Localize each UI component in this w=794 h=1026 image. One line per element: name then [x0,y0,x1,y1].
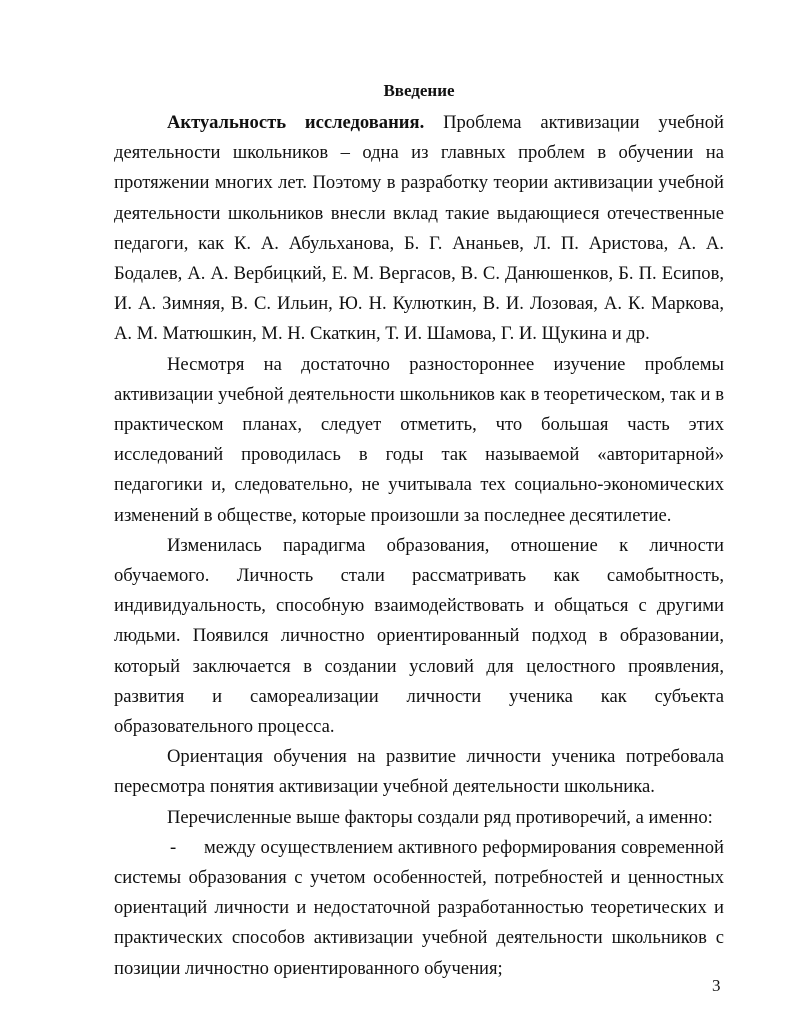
list-item-text: между осуществлением активного реформирования современной системы образования с учетом особенностей, потребностей и ценностных ориентаций личности и недостаточной разработанностью теоретических и практических способов активизации учебной деятельности школьников с позиции личностно ориентированного обучения; [114,836,724,979]
intro-lead: Актуальность исследования. [167,112,425,133]
paragraph-1: Несмотря на достаточно разностороннее изучение проблемы активизации учебной деятельности школьников как в теоретическом, так и в практическом планах, следует отметить, что большая часть этих исследований проводилась в годы так называемой «авторитарной» педагогики и, следовательно, не учитывала тех социально-экономических изменений в обществе, которые произошли за последнее десятилетие. [114,353,724,526]
list-marker: - [170,836,177,858]
paragraph-3: Ориентация обучения на развитие личности ученика потребовала пересмотра понятия активизации учебной деятельности школьника. [114,746,724,798]
intro-text: Проблема активизации учебной деятельности школьников – одна из главных проблем в обучении на протяжении многих лет. Поэтому в разработку теории активизации учебной деятельности школьников внесли вклад такие выдающиеся отечественные педагоги, как К. А. Абульханова, Б. Г. Ананьев, Л. П. Аристова, А. А. Бодалев, А. А. Вербицкий, Е. М. Вергасов, В. С. Данюшенков, Б. П. Есипов, И. А. Зимняя, В. С. Ильин, Ю. Н. Кулюткин, В. И. Лозовая, А. К. Маркова, А. М. Матюшкин, М. Н. Скаткин, Т. И. Шамова, Г. И. Щукина и др. [114,112,724,345]
section-title: Введение [383,81,455,100]
intro-paragraph [114,108,724,350]
page-number: 3 [712,976,721,995]
list-item [114,833,724,984]
document-page [114,78,724,984]
paragraph-4: Перечисленные выше факторы создали ряд противоречий, а именно: [167,806,713,828]
paragraph-2: Изменилась парадигма образования, отношение к личности обучаемого. Личность стали рассматривать как самобытность, индивидуальность, способную взаимодействовать и общаться с другими людьми. Появился личностно ориентированный подход в образовании, который заключается в создании условий для целостного проявления, развития и самореализации личности ученика как субъекта образовательного процесса. [114,534,724,738]
